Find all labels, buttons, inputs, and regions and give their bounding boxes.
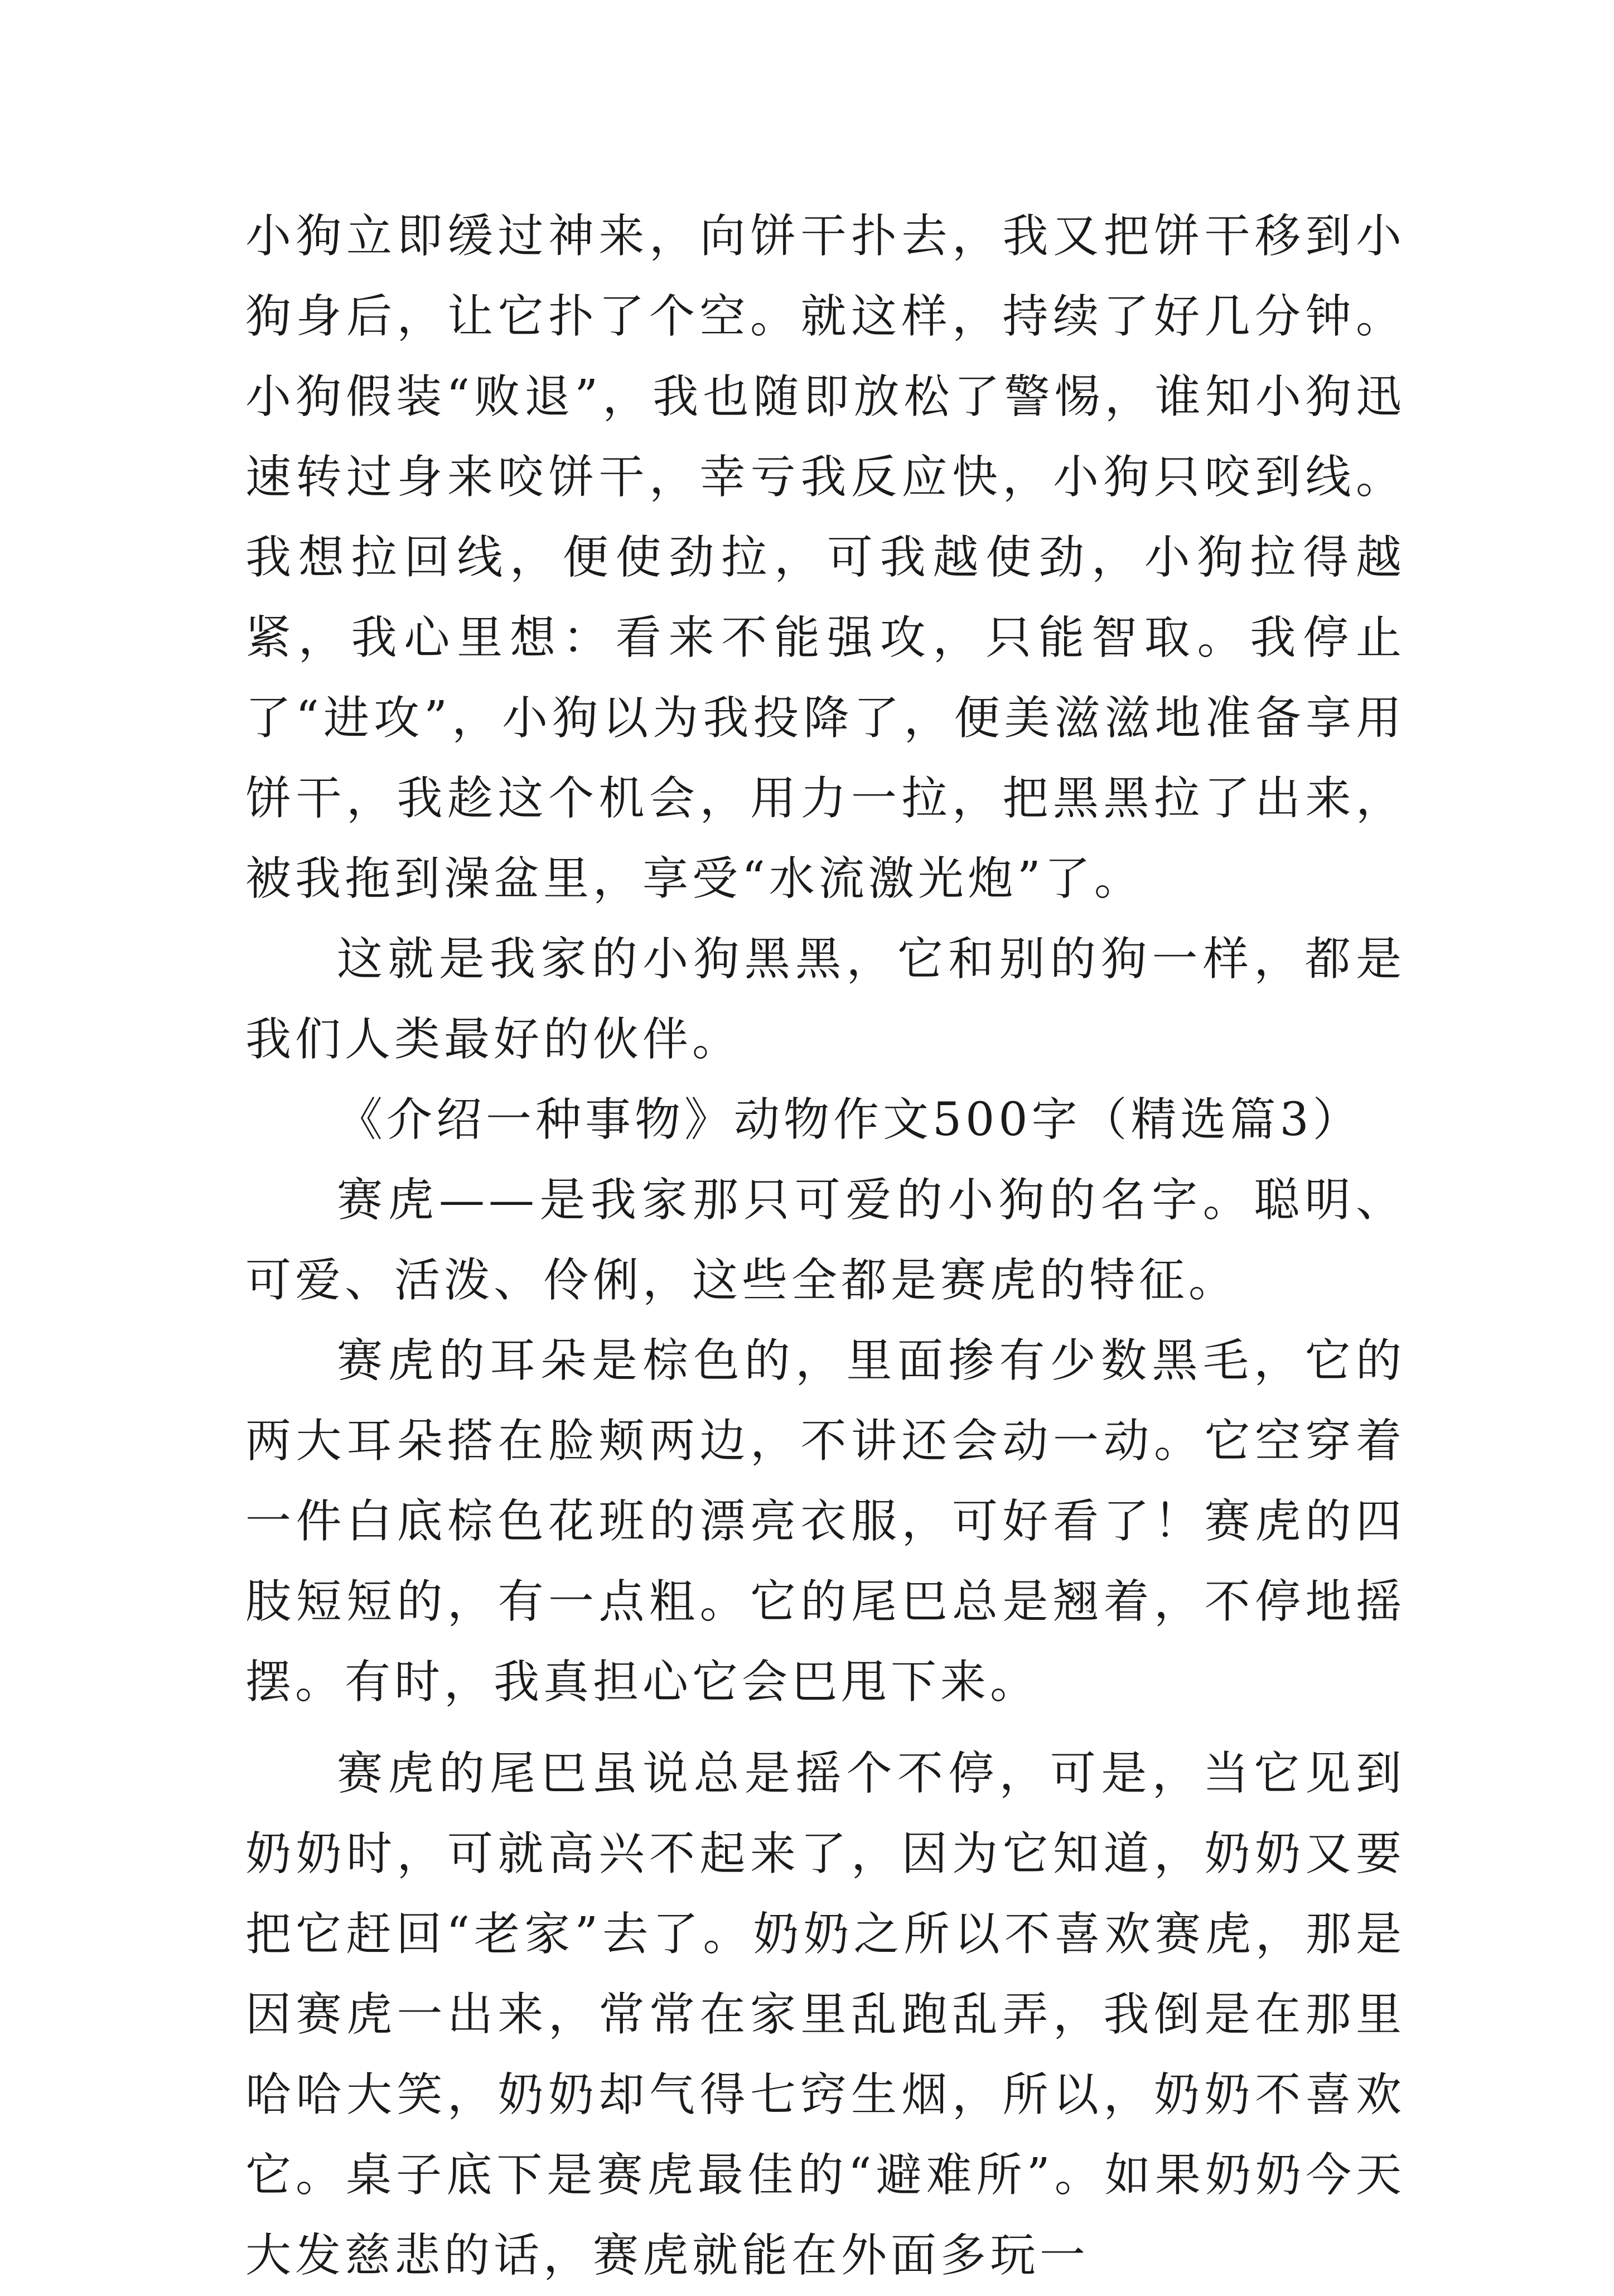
section-heading: 《介绍一种事物》动物作文500字（精选篇3） (337, 1093, 1362, 1146)
paragraph-5: 赛虎的尾巴虽说总是摇个不停，可是，当它见到奶奶时，可就高兴不起来了，因为它知道，奶奶又要把它赶回“老家”去了。奶奶之所以不喜欢赛虎，那是因赛虎一出来，常常在家里乱跑乱弄，我倒是在那里哈哈大笑，奶奶却气得七窍生烟，所以，奶奶不喜欢它。桌子底下是赛虎最佳的“避难所”。如果奶奶今天大发慈悲的话，赛虎就能在外面多玩一 (245, 1747, 1405, 2282)
paragraph-2: 这就是我家的小狗黑黑，它和别的狗一样，都是我们人类最好的伙伴。 (245, 933, 1405, 1066)
paragraph-4: 赛虎的耳朵是棕色的，里面掺有少数黑毛，它的两大耳朵搭在脸颊两边，不讲还会动一动。它空穿着一件白底棕色花班的漂亮衣服，可好看了！赛虎的四肢短短的，有一点粗。它的尾巴总是翘着，不停地摇摆。有时，我真担心它会巴甩下来。 (245, 1334, 1405, 1709)
paragraph-1: 小狗立即缓过神来，向饼干扑去，我又把饼干移到小狗身后，让它扑了个空。就这样，持续了好几分钟。小狗假装“败退”，我也随即放松了警惕，谁知小狗迅速转过身来咬饼干，幸亏我反应快，小狗只咬到线。我想拉回线，便使劲拉，可我越使劲，小狗拉得越紧，我心里想：看来不能强攻，只能智取。我停止了“进攻”，小狗以为我投降了，便美滋滋地准备享用饼干，我趁这个机会，用力一拉，把黑黑拉了出来，被我拖到澡盆里，享受“水流激光炮”了。 (245, 210, 1405, 905)
paragraph-3: 赛虎——是我家那只可爱的小狗的名字。聪明、可爱、活泼、伶俐，这些全都是赛虎的特征。 (245, 1174, 1405, 1307)
article-body (245, 196, 1405, 2296)
